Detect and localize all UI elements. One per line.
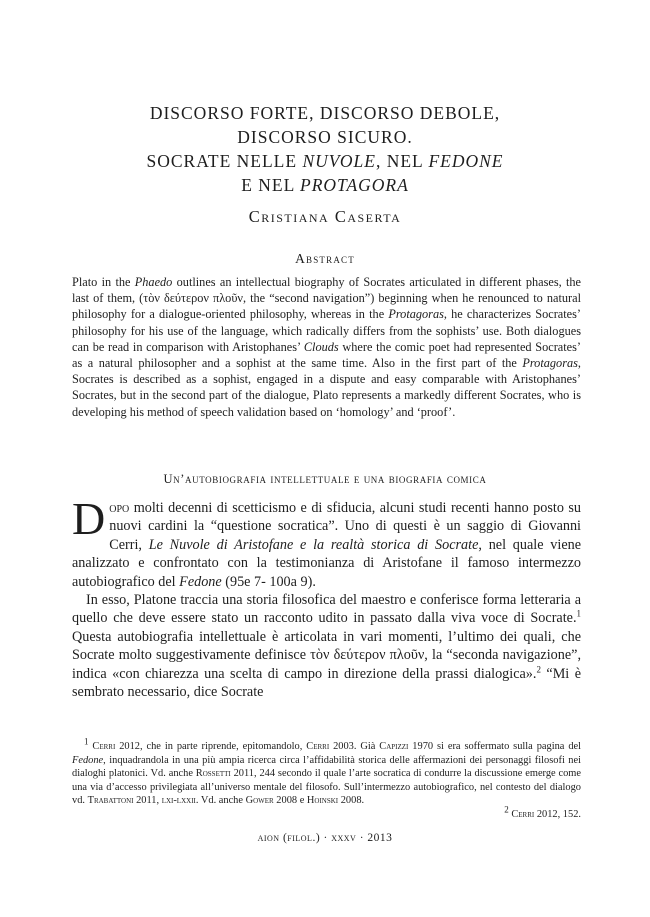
body-span: opo xyxy=(109,500,130,516)
footnote-span: si era soffermato sulla pagina del xyxy=(433,741,582,752)
footnote-number: 2 xyxy=(504,804,509,815)
article-title xyxy=(60,101,590,197)
footnote-citation: Trabattoni 2011 xyxy=(87,795,157,807)
abstract-heading: Abstract xyxy=(295,251,355,266)
title-text: , NEL xyxy=(375,151,429,171)
abstract-span: where the comic poet had represented Socrates’ as a natural philosopher and a sophist at the same time. Also in the first part of the xyxy=(72,339,581,371)
paragraph-1 xyxy=(72,493,582,591)
body-span: , nel quale viene analizzato e confrontato con la testimonianza di Aristofane il famoso intermezzo autobiografico del xyxy=(72,536,582,590)
footnote-1 xyxy=(72,736,582,808)
footnote-span: , xyxy=(156,795,162,807)
paragraph-2 xyxy=(72,591,581,701)
footnote-citation: lxi-lxxii xyxy=(161,795,196,807)
abstract-span: outlines an intellectual biography of Socrates articulated in different phases, the last of them, (τὸν δεύτερον πλοῦν, the “second navigation”) beginning when he renounced to natural philosophy for a dialogue-oriented philosophy, whereas in the xyxy=(72,275,581,322)
title-line-2: DISCORSO SICURO. xyxy=(237,127,413,147)
abstract-italic: Phaedo xyxy=(134,275,173,289)
body-italic: Fedone xyxy=(179,573,222,590)
abstract-span: , Socrates is described as a sophist, engaged in a dispute and easy comparable with Aristophanes’ Socrates, but in the second part of the dialogue, Plato represents a markedly different Socrates, who is developing his method of speech validation based on ‘homology’ and ‘proof’. xyxy=(72,356,581,419)
section-heading: Un’autobiografia intellettuale e una biografia comica xyxy=(163,472,487,486)
abstract-italic: Protagoras xyxy=(388,307,444,322)
title-line-1: DISCORSO FORTE, DISCORSO DEBOLE, xyxy=(149,103,501,123)
body-text xyxy=(72,493,582,701)
body-span: Questa autobiografia intellettuale è articolata in vari momenti, l’ultimo dei quali, che Socrate molto suggestivamente definisce τὸν δεύτερον πλοῦν, la “seconda navigazione”, indica «con chiarezza una scelta di campo in direzione della prassi dialogica». xyxy=(72,628,581,682)
footnote-span: . Vd. anche xyxy=(195,795,246,807)
footnote-citation: Cerri 2012 xyxy=(88,741,140,752)
footnote-citation: Rossetti 2011 xyxy=(195,768,254,780)
footnote-span: . xyxy=(361,795,365,807)
page-footer xyxy=(60,832,590,844)
title-text: SOCRATE NELLE xyxy=(146,151,303,171)
footnote-span: , inquadrandola in una più ampia ricerca circa l’affidabilità storica delle affermazioni dei personaggi filosofi nei dialoghi platonici. Vd. anche xyxy=(72,754,581,780)
body-span: molti decenni di scetticismo e di sfiducia, alcuni studi recenti hanno posto su nuovi cardini la “questione socratica”. Uno di questi è un saggio di Giovanni Cerri, xyxy=(109,500,581,553)
footnote-ref-2[interactable]: 2 xyxy=(536,663,541,674)
body-span: “Mi è sembrato necessario, dice Socrate xyxy=(72,665,581,701)
title-work-nuvole: NUVOLE xyxy=(302,151,376,171)
title-text: E NEL xyxy=(241,175,300,195)
footnote-citation: Capizzi 1970 xyxy=(379,741,434,752)
footnote-span: , 244 secondo il quale l’arte socratica di condurre la discussione emerge come una via d’accesso privilegiata all’universo mentale del filosofo. Sull’intermezzo autobiografico, nel contesto del dialogo vd. xyxy=(72,768,581,807)
footnote-citation: Hoinski 2008 xyxy=(306,795,362,807)
body-span: In esso, Platone traccia una storia filosofica del maestro e conferisce forma letteraria a quello che deve essere stato un racconto udito in passato dalla viva voce di Socrate. xyxy=(72,592,581,627)
footnote-ref-1[interactable]: 1 xyxy=(576,608,581,619)
abstract-text xyxy=(72,274,581,420)
footnote-citation: Cerri 2003 xyxy=(306,741,354,752)
footnote-span: , che in parte riprende, epitomandolo, xyxy=(139,741,307,752)
body-span: (95e 7- 100a 9). xyxy=(221,573,316,590)
footnote-citation: Cerri 2012 xyxy=(508,808,558,820)
footnote-number: 1 xyxy=(84,736,89,747)
journal-reference: aion (filol.) · xxxv · 2013 xyxy=(257,832,393,844)
abstract-italic: Protagoras xyxy=(522,356,578,371)
footnotes xyxy=(72,736,582,822)
title-line-4 xyxy=(60,173,590,197)
footnote-span: . Già xyxy=(353,741,380,752)
footnote-italic: Fedone xyxy=(72,754,104,766)
footnote-citation: Gower 2008 xyxy=(245,795,298,807)
footnote-2 xyxy=(72,804,581,822)
title-work-fedone: FEDONE xyxy=(428,151,504,171)
title-line-3 xyxy=(60,149,590,173)
abstract-span: Plato in the xyxy=(72,275,135,289)
footnote-span: e xyxy=(297,795,307,807)
footnote-span: , 152. xyxy=(557,808,581,820)
abstract-span: , he characterizes Socrates’ philosophy for his use of the language, which radically differs from the sophists’ use. Both dialogues can be read in comparison with Aristophanes’ xyxy=(72,307,582,354)
abstract-italic: Clouds xyxy=(303,339,339,354)
body-italic: Le Nuvole di Aristofane e la realtà storica di Socrate xyxy=(148,536,479,553)
title-work-protagora: PROTAGORA xyxy=(300,175,409,195)
author-name: Cristiana Caserta xyxy=(248,207,402,226)
drop-cap: D xyxy=(72,493,106,544)
